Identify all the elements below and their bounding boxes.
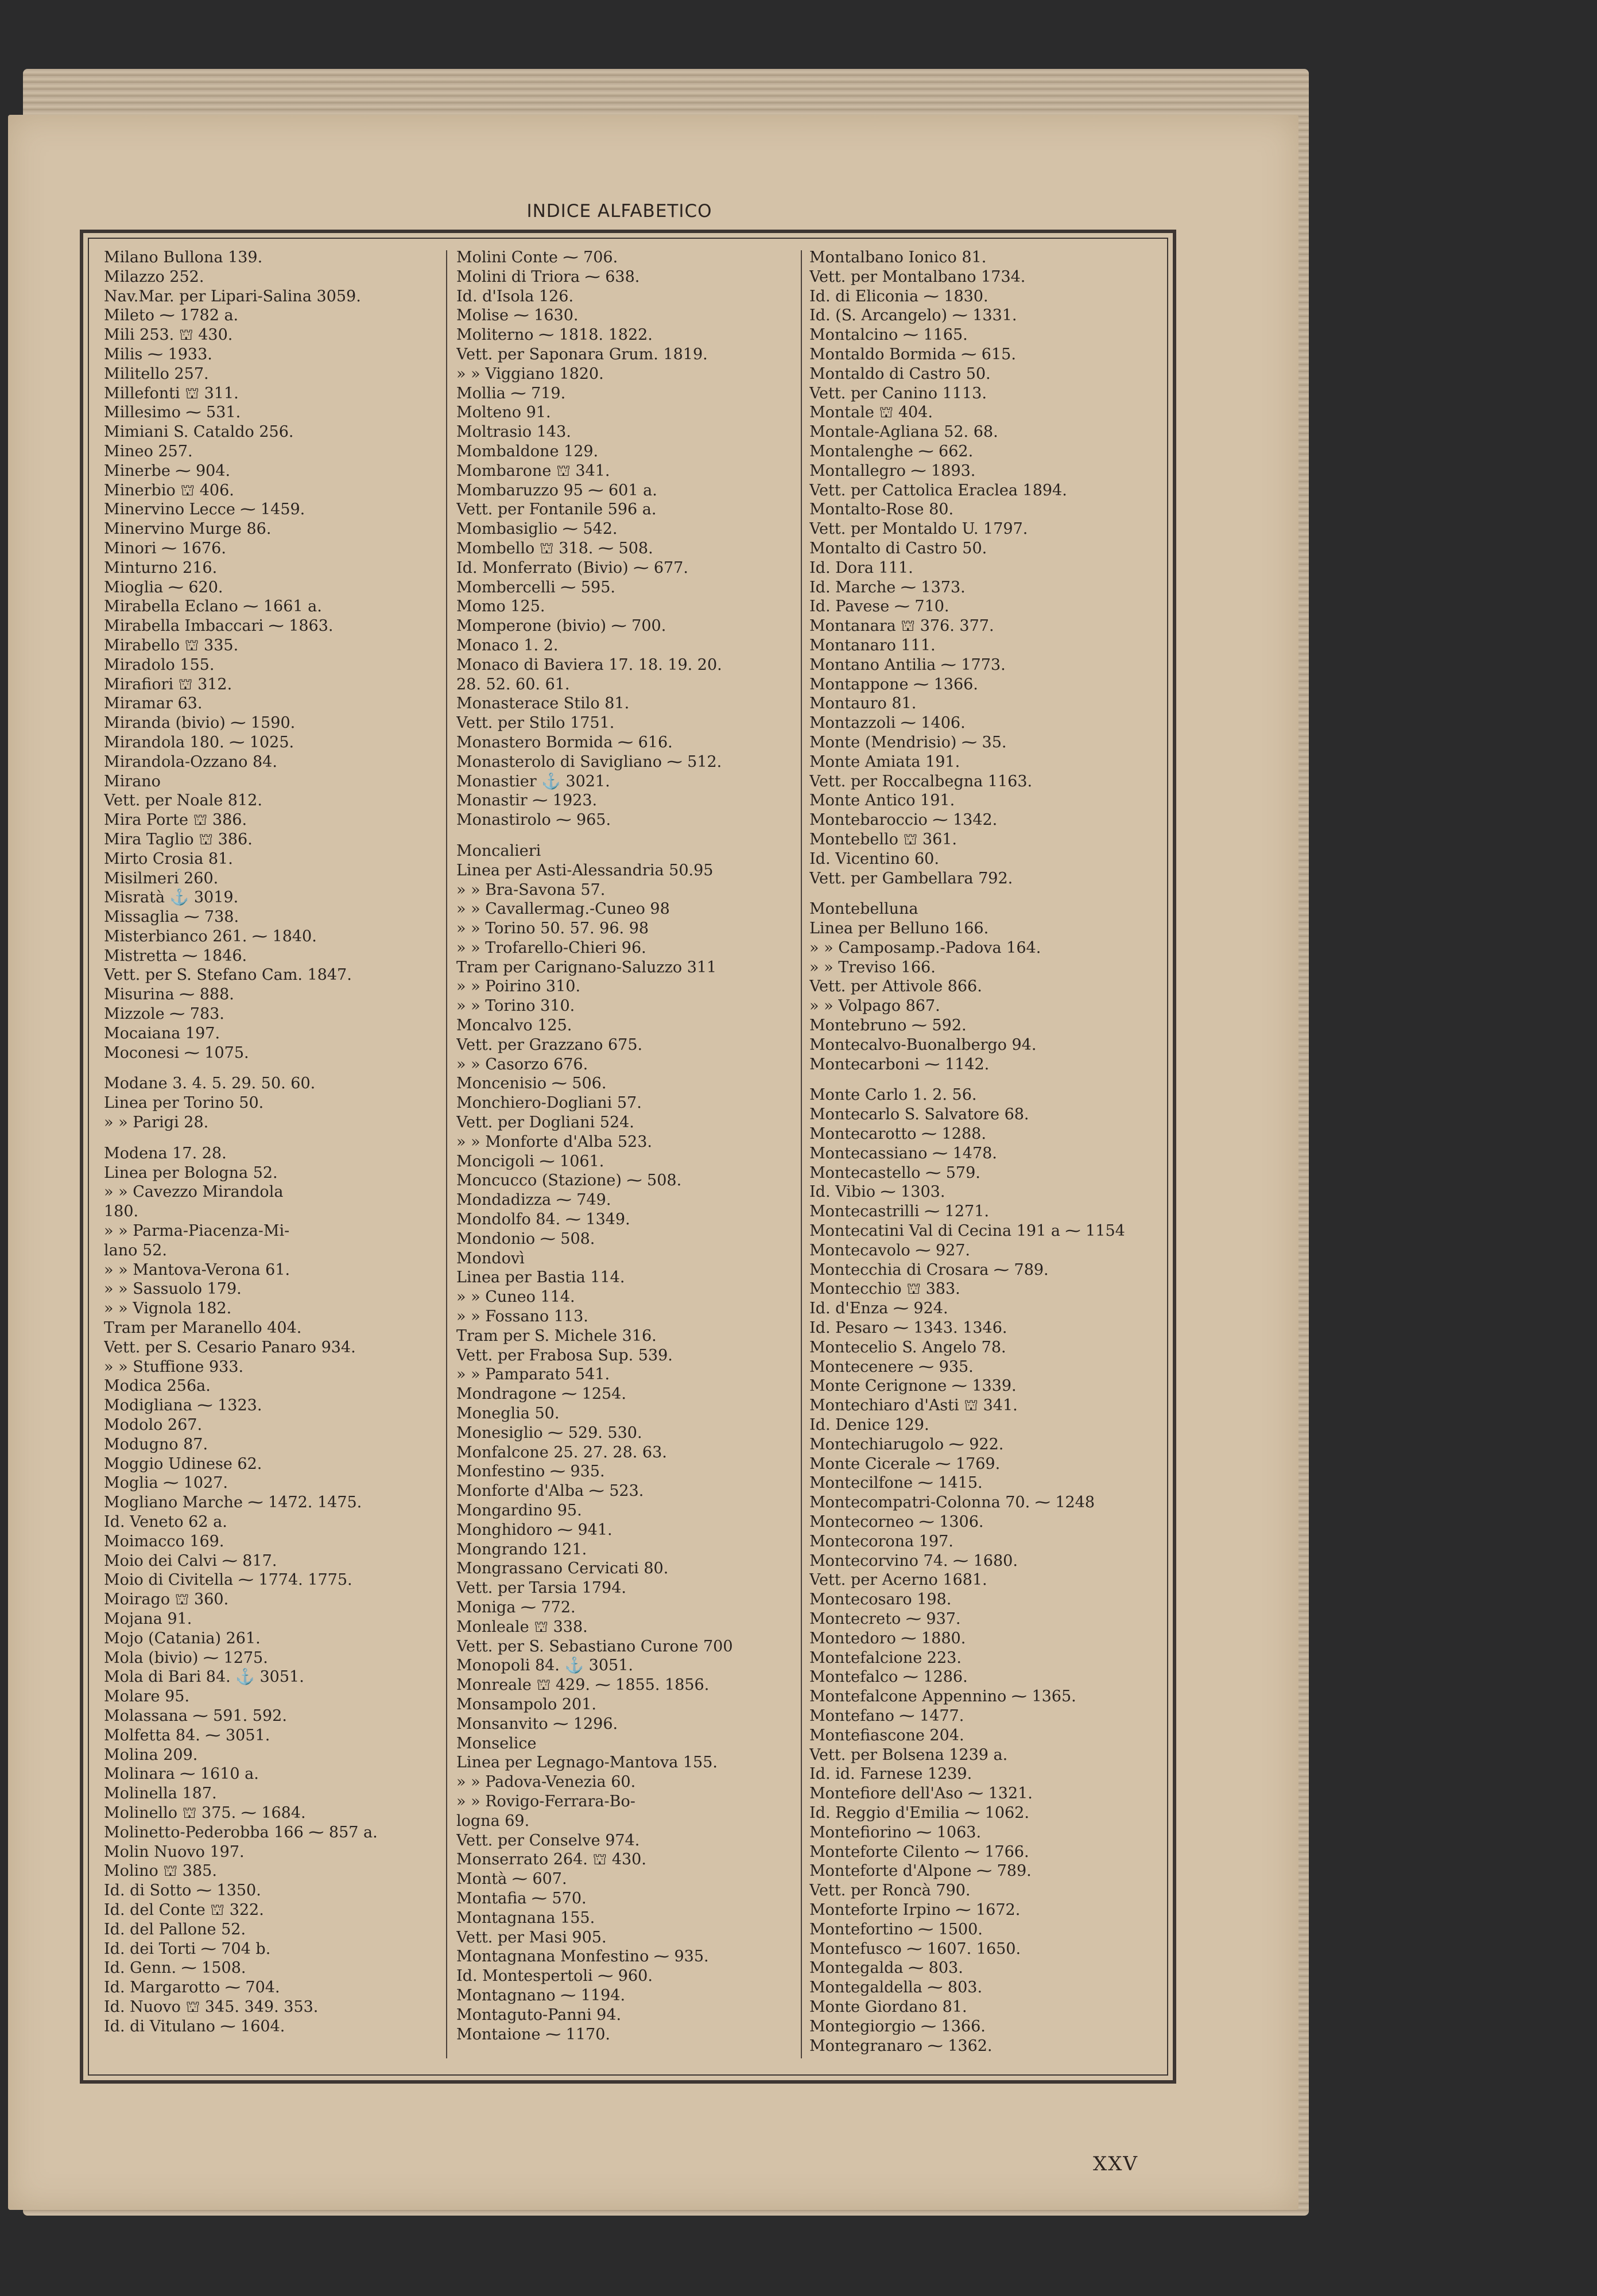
index-entry: » » Cuneo 114. — [456, 1288, 575, 1306]
index-entry: Molare 95. — [104, 1688, 190, 1706]
index-entry: Id. di Eliconia ⁓ 1830. — [809, 287, 989, 305]
index-entry: Montà ⁓ 607. — [456, 1870, 567, 1888]
index-entry: » » Sassuolo 179. — [104, 1280, 242, 1298]
index-entry: Mineo 257. — [104, 442, 193, 460]
entry-gap — [809, 1074, 1154, 1085]
index-entry: Monaco di Baviera 17. 18. 19. 20. — [456, 656, 722, 674]
index-entry: Montecenere ⁓ 935. — [809, 1358, 974, 1376]
index-entry: Linea per Bologna 52. — [104, 1163, 278, 1182]
index-entry: Mongrassano Cervicati 80. — [456, 1560, 669, 1578]
index-entry: Mogliano Marche ⁓ 1472. 1475. — [104, 1494, 362, 1512]
index-entry: Id. Reggio d'Emilia ⁓ 1062. — [809, 1804, 1029, 1822]
index-entry: Montechiarugolo ⁓ 922. — [809, 1435, 1004, 1453]
index-entry: Id. Pesaro ⁓ 1343. 1346. — [809, 1319, 1007, 1337]
index-entry: Molini di Triora ⁓ 638. — [456, 267, 640, 286]
index-entry: Montagnano ⁓ 1194. — [456, 1986, 626, 2004]
index-entry: Vett. per Attivole 866. — [809, 978, 982, 996]
index-entry: » » Cavallermag.-Cuneo 98 — [456, 900, 670, 918]
index-entry: Monesiglio ⁓ 529. 530. — [456, 1424, 642, 1442]
index-entry: Mombercelli ⁓ 595. — [456, 578, 615, 596]
index-entry: Montegranaro ⁓ 1362. — [809, 2037, 993, 2055]
index-entry: Montecavolo ⁓ 927. — [809, 1241, 971, 1259]
index-entry: Vett. per Roccalbegna 1163. — [809, 772, 1033, 790]
page-header: INDICE ALFABETICO — [526, 201, 712, 222]
index-entry: Montalbano Ionico 81. — [809, 249, 987, 266]
index-entry: Id. Veneto 62 a. — [104, 1513, 227, 1531]
index-entry: Vett. per Acerno 1681. — [809, 1571, 987, 1589]
index-entry: Tram per Maranello 404. — [104, 1319, 302, 1337]
index-entry: Mileto ⁓ 1782 a. — [104, 307, 239, 325]
index-entry: Modena 17. 28. — [104, 1144, 227, 1162]
index-entry: Mondonio ⁓ 508. — [456, 1230, 595, 1248]
index-column-2 — [456, 248, 795, 2073]
index-entry: Montefiore dell'Aso ⁓ 1321. — [809, 1785, 1033, 1803]
index-entry: Mombello ⛫ 318. ⁓ 508. — [456, 539, 653, 557]
index-entry: Monte Giordano 81. — [809, 1998, 967, 2016]
index-entry: Id. d'Isola 126. — [456, 287, 574, 305]
index-entry: Mirandola-Ozzano 84. — [104, 753, 277, 771]
index-entry: Monsampolo 201. — [456, 1695, 596, 1713]
index-entry: Montaione ⁓ 1170. — [456, 2025, 610, 2043]
book-page — [8, 115, 1298, 2210]
index-entry: Mili 253. ⛫ 430. — [104, 326, 233, 344]
index-entry: Missaglia ⁓ 738. — [104, 908, 239, 926]
index-entry: Montefano ⁓ 1477. — [809, 1707, 964, 1725]
index-entry: Mombaruzzo 95 ⁓ 601 a. — [456, 481, 657, 499]
index-entry: Montecorvino 74. ⁓ 1680. — [809, 1552, 1018, 1570]
index-entry: logna 69. — [456, 1812, 530, 1830]
index-entry: Monserrato 264. ⛫ 430. — [456, 1851, 646, 1869]
index-entry: Moncucco (Stazione) ⁓ 508. — [456, 1172, 682, 1190]
index-entry: Vett. per Saponara Grum. 1819. — [456, 345, 708, 363]
index-entry: Molinello ⛫ 375. ⁓ 1684. — [104, 1804, 306, 1822]
index-entry: Minervino Murge 86. — [104, 520, 272, 538]
index-entry: » » Camposamp.-Padova 164. — [809, 938, 1041, 957]
index-entry: Mira Taglio ⛫ 386. — [104, 830, 253, 848]
index-entry: Misilmeri 260. — [104, 869, 219, 887]
index-entry: Montecilfone ⁓ 1415. — [809, 1474, 983, 1492]
index-entry: Mondragone ⁓ 1254. — [456, 1385, 626, 1403]
index-entry: Monastir ⁓ 1923. — [456, 792, 598, 810]
index-entry: Monteforte d'Alpone ⁓ 789. — [809, 1862, 1032, 1880]
index-entry: Miradolo 155. — [104, 656, 215, 674]
index-entry: Montecalvo-Buonalbergo 94. — [809, 1035, 1037, 1054]
index-entry: Mongrando 121. — [456, 1540, 587, 1558]
index-entry: Montefalco ⁓ 1286. — [809, 1668, 968, 1686]
index-entry: Nav.Mar. per Lipari-Salina 3059. — [104, 287, 361, 305]
entry-gap — [809, 888, 1154, 899]
index-entry: Moneglia 50. — [456, 1405, 560, 1423]
index-entry: » » Stuffione 933. — [104, 1358, 244, 1376]
index-entry: Monghidoro ⁓ 941. — [456, 1521, 613, 1539]
index-entry: Linea per Belluno 166. — [809, 920, 989, 938]
index-entry: Monteforte Irpino ⁓ 1672. — [809, 1901, 1021, 1919]
index-entry: Moconesi ⁓ 1075. — [104, 1044, 249, 1062]
index-entry: Monte Antico 191. — [809, 792, 955, 810]
index-entry: Vett. per Stilo 1751. — [456, 714, 615, 732]
index-entry: Mirano — [104, 772, 161, 790]
index-entry: Moncalvo 125. — [456, 1017, 572, 1035]
index-entry: Molino ⛫ 385. — [104, 1862, 217, 1880]
index-entry: Id. del Conte ⛫ 322. — [104, 1901, 264, 1919]
index-entry: Vett. per Conselve 974. — [456, 1831, 640, 1849]
index-entry: Montanara ⛫ 376. 377. — [809, 617, 994, 635]
index-entry: Molinetto-Pederobba 166 ⁓ 857 a. — [104, 1823, 378, 1841]
index-entry: Moglia ⁓ 1027. — [104, 1474, 228, 1492]
index-entry: Mirabello ⛫ 335. — [104, 636, 239, 654]
index-entry: Vett. per S. Stefano Cam. 1847. — [104, 966, 352, 984]
index-entry: Miranda (bivio) ⁓ 1590. — [104, 714, 296, 732]
index-entry: Monopoli 84. ⚓ 3051. — [456, 1657, 633, 1675]
index-entry: Vett. per Tarsia 1794. — [456, 1579, 626, 1597]
index-entry: Id. id. Farnese 1239. — [809, 1765, 972, 1783]
index-entry: 28. 52. 60. 61. — [456, 675, 570, 693]
index-entry: Montafia ⁓ 570. — [456, 1889, 587, 1907]
index-entry: Mombaldone 129. — [456, 442, 599, 460]
index-entry: Molin Nuovo 197. — [104, 1843, 245, 1861]
index-entry: Montecarboni ⁓ 1142. — [809, 1055, 990, 1073]
index-entry: Moio di Civitella ⁓ 1774. 1775. — [104, 1571, 352, 1589]
index-entry: Montaguto-Panni 94. — [456, 2006, 622, 2024]
index-entry: Montecchio ⛫ 383. — [809, 1280, 960, 1298]
index-entry: Misratà ⚓ 3019. — [104, 889, 239, 907]
index-entry: Montale ⛫ 404. — [809, 404, 933, 422]
index-entry: Linea per Bastia 114. — [456, 1269, 625, 1287]
index-entry: » » Viggiano 1820. — [456, 364, 604, 383]
index-entry: Monasterace Stilo 81. — [456, 695, 630, 713]
index-entry: Montecchia di Crosara ⁓ 789. — [809, 1261, 1049, 1279]
index-entry: Vett. per Fontanile 596 a. — [456, 501, 657, 519]
entry-gap — [456, 830, 795, 841]
index-entry: Moio dei Calvi ⁓ 817. — [104, 1552, 277, 1570]
index-entry: Id. di Sotto ⁓ 1350. — [104, 1882, 261, 1900]
index-entry: Monaco 1. 2. — [456, 636, 559, 654]
index-entry: Monforte d'Alba ⁓ 523. — [456, 1482, 644, 1500]
index-entry: Mocaiana 197. — [104, 1024, 220, 1042]
index-entry: Monastirolo ⁓ 965. — [456, 811, 611, 829]
index-entry: Moimacco 169. — [104, 1532, 224, 1550]
index-entry: Moirago ⛫ 360. — [104, 1591, 229, 1609]
index-frame — [80, 230, 1176, 2084]
index-entry: Monte Cicerale ⁓ 1769. — [809, 1455, 1001, 1473]
index-entry: Molassana ⁓ 591. 592. — [104, 1707, 287, 1725]
index-entry: Id. d'Enza ⁓ 924. — [809, 1300, 948, 1318]
index-entry: Id. Dora 111. — [809, 559, 913, 577]
index-entry: Vett. per Gambellara 792. — [809, 869, 1013, 887]
index-entry: Montecastrilli ⁓ 1271. — [809, 1203, 989, 1221]
index-entry: Montecarotto ⁓ 1288. — [809, 1125, 986, 1143]
index-entry: Momperone (bivio) ⁓ 700. — [456, 617, 666, 635]
index-entry: Modugno 87. — [104, 1435, 208, 1453]
index-entry: Mombarone ⛫ 341. — [456, 461, 610, 480]
index-entry: Militello 257. — [104, 364, 209, 383]
entry-gap — [104, 1062, 440, 1074]
index-entry: » » Torino 50. 57. 96. 98 — [456, 920, 649, 938]
index-entry: » » Parma-Piacenza-Mi- — [104, 1222, 290, 1240]
index-entry: Vett. per Montaldo U. 1797. — [809, 520, 1028, 538]
index-entry: Mondadizza ⁓ 749. — [456, 1191, 611, 1209]
index-entry: Vett. per Masi 905. — [456, 1928, 607, 1946]
index-entry: Mombasiglio ⁓ 542. — [456, 520, 618, 538]
index-entry: » » Vignola 182. — [104, 1300, 232, 1318]
index-entry: Montappone ⁓ 1366. — [809, 675, 978, 693]
index-entry: Id. di Vitulano ⁓ 1604. — [104, 2017, 285, 2035]
index-entry: Montecassiano ⁓ 1478. — [809, 1144, 997, 1162]
index-entry: Molise ⁓ 1630. — [456, 307, 579, 325]
index-entry: Montanaro 111. — [809, 636, 936, 654]
index-entry: Molini Conte ⁓ 706. — [456, 249, 618, 266]
index-entry: Tram per Carignano-Saluzzo 311 — [456, 958, 717, 976]
index-entry: Montefusco ⁓ 1607. 1650. — [809, 1940, 1021, 1958]
index-entry: Id. Vibio ⁓ 1303. — [809, 1183, 945, 1201]
index-entry: Modane 3. 4. 5. 29. 50. 60. — [104, 1075, 316, 1093]
index-entry: » » Trofarello-Chieri 96. — [456, 938, 646, 957]
index-entry: Molteno 91. — [456, 404, 551, 422]
index-entry: Moncalieri — [456, 841, 541, 860]
index-entry: » » Monforte d'Alba 523. — [456, 1133, 652, 1151]
index-entry: Id. Marche ⁓ 1373. — [809, 578, 966, 596]
index-entry: Moliterno ⁓ 1818. 1822. — [456, 326, 653, 344]
index-entry: Minerbe ⁓ 904. — [104, 461, 231, 480]
index-entry: Monsanvito ⁓ 1296. — [456, 1715, 618, 1733]
index-entry: » » Parigi 28. — [104, 1114, 209, 1132]
index-entry: Vett. per Montalbano 1734. — [809, 267, 1026, 286]
index-entry: Montedoro ⁓ 1880. — [809, 1629, 966, 1647]
index-entry: Mollia ⁓ 719. — [456, 384, 566, 402]
index-entry: » » Padova-Venezia 60. — [456, 1773, 636, 1791]
index-entry: Vett. per Noale 812. — [104, 792, 262, 810]
column-separator — [446, 250, 447, 2058]
index-entry: » » Pamparato 541. — [456, 1366, 610, 1384]
index-entry: Vett. per Cattolica Eraclea 1894. — [809, 481, 1067, 499]
index-entry: Mirabella Eclano ⁓ 1661 a. — [104, 598, 322, 616]
index-entry: Moncenisio ⁓ 506. — [456, 1075, 607, 1093]
index-entry: Montechiaro d'Asti ⛫ 341. — [809, 1397, 1018, 1415]
index-entry: Monreale ⛫ 429. ⁓ 1855. 1856. — [456, 1676, 710, 1694]
index-entry: Vett. per Grazzano 675. — [456, 1035, 643, 1054]
index-entry: Mirafiori ⛫ 312. — [104, 675, 232, 693]
index-entry: Monchiero-Dogliani 57. — [456, 1094, 642, 1112]
index-entry: Molina 209. — [104, 1746, 198, 1764]
index-column-3 — [809, 248, 1154, 2073]
index-entry: Mojo (Catania) 261. — [104, 1629, 261, 1647]
index-entry: Monte Cerignone ⁓ 1339. — [809, 1377, 1017, 1395]
index-entry: » » Treviso 166. — [809, 958, 936, 976]
index-entry: Monastier ⚓ 3021. — [456, 772, 610, 790]
index-entry: Moncigoli ⁓ 1061. — [456, 1152, 604, 1170]
index-entry: Id. Genn. ⁓ 1508. — [104, 1959, 246, 1977]
index-entry: Mirandola 180. ⁓ 1025. — [104, 733, 294, 751]
index-entry: Id. Pavese ⁓ 710. — [809, 598, 949, 616]
index-entry: Montecatini Val di Cecina 191 a ⁓ 1154 — [809, 1222, 1125, 1240]
index-entry: Mira Porte ⛫ 386. — [104, 811, 247, 829]
index-entry: Montegaldella ⁓ 803. — [809, 1979, 983, 1997]
index-entry: Minervino Lecce ⁓ 1459. — [104, 501, 305, 519]
index-entry: Montegalda ⁓ 803. — [809, 1959, 963, 1977]
index-entry: lano 52. — [104, 1241, 167, 1259]
index-entry: Moniga ⁓ 772. — [456, 1598, 576, 1616]
index-entry: Mistretta ⁓ 1846. — [104, 947, 247, 965]
index-entry: Mola di Bari 84. ⚓ 3051. — [104, 1668, 304, 1686]
index-entry: Mimiani S. Cataldo 256. — [104, 423, 294, 441]
index-entry: Id. (S. Arcangelo) ⁓ 1331. — [809, 307, 1017, 325]
index-entry: Montebelluna — [809, 900, 918, 918]
index-entry: Vett. per Dogliani 524. — [456, 1114, 634, 1132]
index-entry: Id. Monferrato (Bivio) ⁓ 677. — [456, 559, 688, 577]
index-entry: Montegiorgio ⁓ 1366. — [809, 2017, 986, 2035]
index-entry: Montazzoli ⁓ 1406. — [809, 714, 966, 732]
index-entry: Moltrasio 143. — [456, 423, 571, 441]
index-entry: 180. — [104, 1203, 139, 1221]
index-entry: Mirto Crosia 81. — [104, 850, 233, 868]
index-entry: » » Casorzo 676. — [456, 1055, 588, 1073]
index-entry: Vett. per Bolsena 1239 a. — [809, 1746, 1008, 1764]
index-entry: » » Rovigo-Ferrara-Bo- — [456, 1792, 635, 1810]
index-entry: Linea per Legnago-Mantova 155. — [456, 1754, 718, 1772]
index-entry: Montefalcione 223. — [809, 1649, 962, 1667]
index-entry: Id. Nuovo ⛫ 345. 349. 353. — [104, 1998, 319, 2016]
index-entry: Vett. per Canino 1113. — [809, 384, 987, 402]
index-entry: Montale-Agliana 52. 68. — [809, 423, 998, 441]
index-entry: Montaldo Bormida ⁓ 615. — [809, 345, 1016, 363]
index-entry: Monte (Mendrisio) ⁓ 35. — [809, 733, 1007, 751]
index-entry: Moggio Udinese 62. — [104, 1455, 262, 1473]
index-entry: Montagnana 155. — [456, 1909, 595, 1927]
index-entry: Molinella 187. — [104, 1785, 217, 1803]
index-entry: » » Torino 310. — [456, 997, 575, 1015]
index-entry: Modica 256a. — [104, 1377, 211, 1395]
index-entry: Monastero Bormida ⁓ 616. — [456, 733, 673, 751]
index-entry: Id. Denice 129. — [809, 1416, 929, 1434]
index-entry: Vett. per Roncà 790. — [809, 1882, 971, 1900]
index-entry: Id. Margarotto ⁓ 704. — [104, 1979, 280, 1997]
index-entry: Misurina ⁓ 888. — [104, 986, 234, 1004]
index-entry: Misterbianco 261. ⁓ 1840. — [104, 927, 317, 945]
index-entry: Monte Carlo 1. 2. 56. — [809, 1086, 977, 1104]
index-entry: Modigliana ⁓ 1323. — [104, 1397, 262, 1415]
index-entry: Monfestino ⁓ 935. — [456, 1463, 605, 1481]
index-entry: Montagnana Monfestino ⁓ 935. — [456, 1948, 709, 1966]
index-entry: » » Fossano 113. — [456, 1308, 588, 1326]
index-entry: Montecorona 197. — [809, 1532, 953, 1550]
index-entry: Monteforte Cilento ⁓ 1766. — [809, 1843, 1029, 1861]
index-entry: Tram per S. Michele 316. — [456, 1327, 657, 1345]
index-entry: Montano Antilia ⁓ 1773. — [809, 656, 1006, 674]
index-entry: Monasterolo di Savigliano ⁓ 512. — [456, 753, 722, 771]
index-entry: Montebaroccio ⁓ 1342. — [809, 811, 998, 829]
index-entry: Monte Amiata 191. — [809, 753, 960, 771]
index-entry: Mondovì — [456, 1249, 525, 1267]
index-entry: Mioglia ⁓ 620. — [104, 578, 223, 596]
index-entry: Momo 125. — [456, 598, 545, 616]
index-entry: Vett. per Frabosa Sup. 539. — [456, 1346, 673, 1364]
index-entry: Molinara ⁓ 1610 a. — [104, 1765, 259, 1783]
index-entry: » » Poirino 310. — [456, 978, 581, 996]
index-entry: Id. Vicentino 60. — [809, 850, 939, 868]
index-entry: Mirabella Imbaccari ⁓ 1863. — [104, 617, 334, 635]
index-entry: Montebello ⛫ 361. — [809, 830, 958, 848]
index-column-1 — [104, 248, 440, 2073]
index-entry: Mondolfo 84. ⁓ 1349. — [456, 1211, 630, 1229]
index-entry: » » Mantova-Verona 61. — [104, 1261, 290, 1279]
index-entry: Mojana 91. — [104, 1609, 192, 1628]
column-separator — [801, 250, 802, 2058]
index-entry: » » Volpago 867. — [809, 997, 940, 1015]
index-entry: Vett. per S. Cesario Panaro 934. — [104, 1338, 356, 1356]
index-entry: Montecelio S. Angelo 78. — [809, 1338, 1006, 1356]
entry-gap — [104, 1133, 440, 1144]
index-entry: Montecorneo ⁓ 1306. — [809, 1513, 984, 1531]
index-entry: Montefortino ⁓ 1500. — [809, 1920, 983, 1938]
index-entry: Millesimo ⁓ 531. — [104, 404, 241, 422]
index-entry: Montefiascone 204. — [809, 1726, 964, 1744]
index-entry: Montaldo di Castro 50. — [809, 364, 991, 383]
index-entry: Vett. per S. Sebastiano Curone 700 — [456, 1637, 733, 1655]
index-entry: Millefonti ⛫ 311. — [104, 384, 239, 402]
index-entry: Montebruno ⁓ 592. — [809, 1017, 967, 1035]
index-entry: Minerbio ⛫ 406. — [104, 481, 234, 499]
index-entry: Montalto-Rose 80. — [809, 501, 954, 519]
index-entry: Montallegro ⁓ 1893. — [809, 461, 976, 480]
index-entry: Montauro 81. — [809, 695, 917, 713]
index-entry: Id. del Pallone 52. — [104, 1920, 246, 1938]
index-entry: Mongardino 95. — [456, 1502, 582, 1519]
index-entry: Monfalcone 25. 27. 28. 63. — [456, 1443, 667, 1461]
index-entry: Mola (bivio) ⁓ 1275. — [104, 1649, 268, 1667]
index-entry: Minori ⁓ 1676. — [104, 539, 226, 557]
index-entry: Montalto di Castro 50. — [809, 539, 987, 557]
index-entry: Montefalcone Appennino ⁓ 1365. — [809, 1688, 1076, 1706]
index-entry: Montecreto ⁓ 937. — [809, 1609, 961, 1628]
index-entry: Milano Bullona 139. — [104, 249, 263, 266]
index-entry: Id. Montespertoli ⁓ 960. — [456, 1967, 653, 1985]
page-number: XXV — [1093, 2152, 1138, 2175]
index-entry: Miramar 63. — [104, 695, 203, 713]
index-entry: Montefiorino ⁓ 1063. — [809, 1823, 982, 1841]
index-entry: Mizzole ⁓ 783. — [104, 1005, 224, 1023]
index-entry: Linea per Torino 50. — [104, 1094, 264, 1112]
index-entry: Montecarlo S. Salvatore 68. — [809, 1106, 1029, 1124]
index-entry: Montalenghe ⁓ 662. — [809, 442, 974, 460]
index-entry: Montalcino ⁓ 1165. — [809, 326, 968, 344]
index-entry: Milis ⁓ 1933. — [104, 345, 212, 363]
index-entry: Linea per Asti-Alessandria 50.95 — [456, 861, 714, 879]
index-entry: Modolo 267. — [104, 1416, 203, 1434]
index-entry: » » Cavezzo Mirandola — [104, 1183, 284, 1201]
index-entry: Minturno 216. — [104, 559, 218, 577]
index-entry: » » Bra-Savona 57. — [456, 881, 606, 899]
index-entry: Montecosaro 198. — [809, 1591, 952, 1609]
index-entry: Milazzo 252. — [104, 267, 204, 286]
index-entry: Montecompatri-Colonna 70. ⁓ 1248 — [809, 1494, 1095, 1512]
index-entry: Montecastello ⁓ 579. — [809, 1163, 980, 1182]
index-entry: Molfetta 84. ⁓ 3051. — [104, 1726, 270, 1744]
index-entry: Monleale ⛫ 338. — [456, 1618, 588, 1636]
index-entry: Monselice — [456, 1734, 537, 1752]
index-entry: Id. dei Torti ⁓ 704 b. — [104, 1940, 271, 1958]
